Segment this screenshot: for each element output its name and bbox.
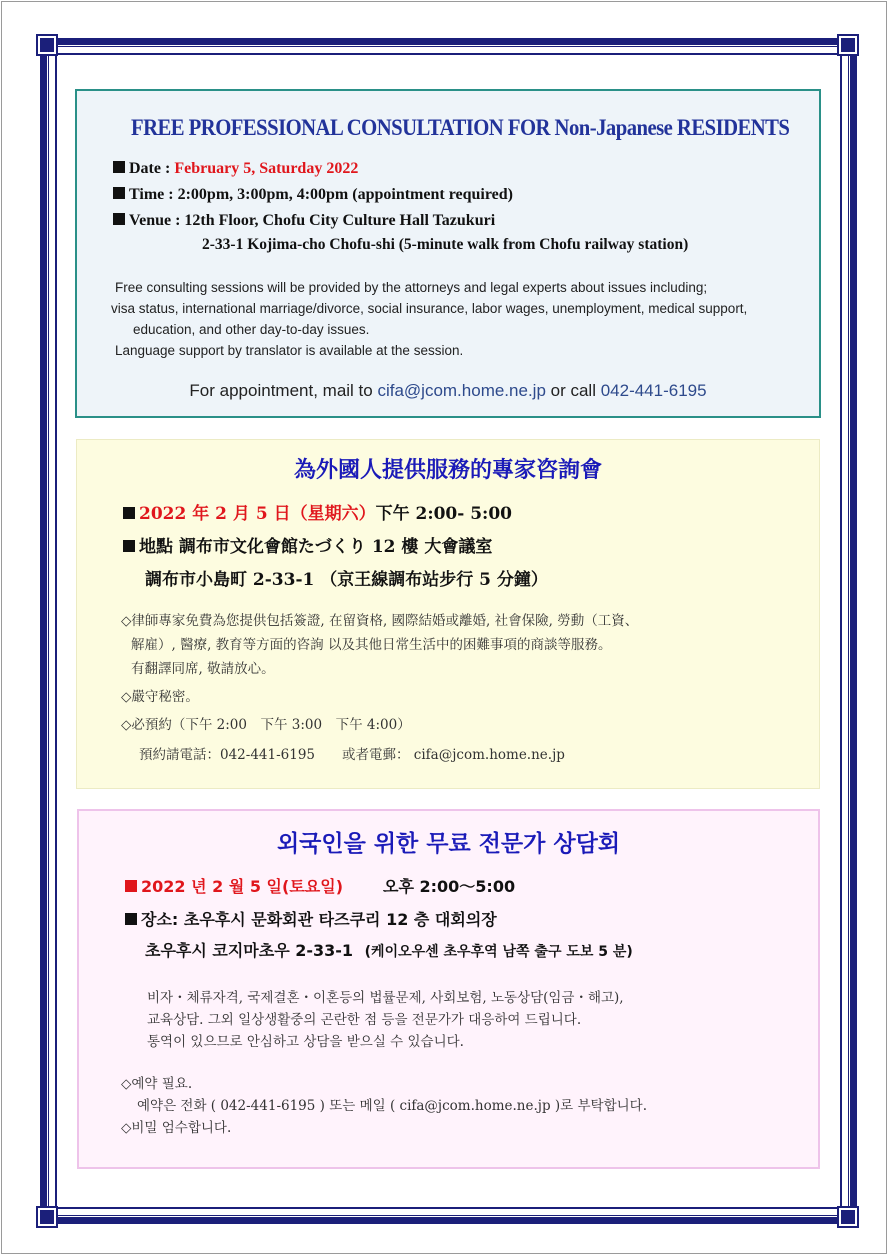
date-label: Date : bbox=[129, 160, 175, 177]
contact-mid: or call bbox=[545, 381, 601, 400]
frame-corner bbox=[38, 36, 56, 54]
description-line: visa status, international marriage/divorce, social insurance, labor wages, unemployment, medical support, bbox=[111, 301, 748, 316]
chinese-contact-line: 預約請電話：042-441-6195 或者電郵： cifa@jcom.home.ne.jp bbox=[139, 747, 565, 763]
korean-desc-line: 비자・체류자격, 국제결혼・이혼등의 법률문제, 사회보험, 노동상담(임금・해고), bbox=[147, 990, 624, 1006]
chinese-date-row bbox=[123, 499, 512, 524]
frame-corner bbox=[38, 1208, 56, 1226]
chinese-section bbox=[76, 439, 820, 789]
chinese-desc-line: 有翻譯同席, 敬請放心。 bbox=[131, 661, 275, 677]
korean-date-row bbox=[125, 874, 515, 897]
chinese-desc-line: ◇必預約（下午 2:00 下午 3:00 下午 4:00） bbox=[121, 717, 411, 733]
chinese-venue: 地點 調布市文化會館たづくり 12 樓 大會議室 bbox=[139, 537, 493, 557]
korean-address: 초우후시 코지마초우 2-33-1 bbox=[145, 941, 354, 960]
english-section bbox=[75, 89, 821, 418]
bullet-square-icon bbox=[113, 187, 125, 199]
korean-time: 오후 2:00～5:00 bbox=[383, 877, 516, 896]
korean-address-row bbox=[145, 938, 633, 961]
chinese-time: 下午 2:00- 5:00 bbox=[375, 504, 512, 524]
chinese-date: 2022 年 2 月 5 日（星期六） bbox=[139, 504, 376, 524]
english-venue-address: 2-33-1 Kojima-cho Chofu-shi (5-minute walk from Chofu railway station) bbox=[202, 236, 689, 253]
korean-title: 외국인을 위한 무료 전문가 상담회 bbox=[276, 831, 621, 857]
chinese-address: 調布市小島町 2-33-1 （京王線調布站步行 5 分鐘） bbox=[145, 570, 548, 590]
korean-date: 2022 년 2 월 5 일(토요일) bbox=[141, 877, 344, 896]
time-label: Time : bbox=[129, 186, 178, 203]
bullet-square-icon bbox=[113, 213, 125, 225]
english-time-row bbox=[113, 186, 513, 204]
chinese-venue-row bbox=[123, 532, 492, 557]
korean-desc-line: 교육상담. 그외 일상생활중의 곤란한 점 등을 전문가가 대응하여 드립니다. bbox=[147, 1012, 582, 1028]
email-link[interactable]: cifa@jcom.home.ne.jp bbox=[377, 381, 546, 400]
bullet-square-icon bbox=[125, 880, 137, 892]
date-value: February 5, Saturday 2022 bbox=[174, 160, 359, 177]
korean-note-line: ◇예약 필요. bbox=[121, 1076, 193, 1092]
bullet-square-icon bbox=[113, 161, 125, 173]
chinese-desc-line: ◇嚴守秘密。 bbox=[121, 689, 199, 705]
bullet-square-icon bbox=[123, 507, 135, 519]
description-line: education, and other day-to-day issues. bbox=[133, 322, 370, 337]
bullet-square-icon bbox=[123, 540, 135, 552]
phone-link[interactable]: 042-441-6195 bbox=[600, 381, 707, 400]
korean-address-note: (케이오우센 초우후역 남쪽 출구 도보 5 분) bbox=[364, 944, 633, 960]
english-venue-row bbox=[113, 212, 495, 230]
korean-venue: 장소: 초우후시 문화회관 타즈쿠리 12 층 대회의장 bbox=[141, 910, 497, 929]
korean-venue-row bbox=[125, 907, 497, 930]
contact-prefix: For appointment, mail to bbox=[189, 381, 378, 400]
chinese-desc-line: ◇律師專家免費為您提供包括簽證, 在留資格, 國際結婚或離婚, 社會保險, 勞動（工資、 bbox=[121, 613, 639, 629]
korean-section bbox=[77, 809, 820, 1169]
english-description bbox=[111, 277, 815, 361]
time-value: 2:00pm, 3:00pm, 4:00pm (appointment required) bbox=[177, 186, 514, 203]
english-date-row bbox=[113, 160, 358, 178]
chinese-desc-line: 解雇）, 醫療, 教育等方面的咨詢 以及其他日常生活中的困難事項的商談等服務。 bbox=[131, 637, 612, 653]
bullet-square-icon bbox=[125, 913, 137, 925]
korean-desc-line: 통역이 있으므로 안심하고 상담을 받으실 수 있습니다. bbox=[147, 1034, 464, 1050]
chinese-title: 為外國人提供服務的專家咨詢會 bbox=[293, 457, 602, 482]
description-line: Free consulting sessions will be provided by the attorneys and legal experts about issues including; bbox=[115, 280, 708, 295]
english-title: FREE PROFESSIONAL CONSULTATION FOR Non-Japanese RESIDENTS bbox=[131, 115, 790, 140]
description-line: Language support by translator is available at the session. bbox=[115, 343, 464, 358]
korean-note-line: ◇비밀 엄수합니다. bbox=[121, 1120, 232, 1136]
venue-label: Venue : bbox=[129, 212, 185, 229]
frame-corner bbox=[839, 36, 857, 54]
frame-corner bbox=[839, 1208, 857, 1226]
venue-value: 12th Floor, Chofu City Culture Hall Tazukuri bbox=[184, 212, 496, 229]
english-contact bbox=[77, 381, 819, 401]
korean-contact-line: 예약은 전화 ( 042-441-6195 ) 또는 메일 ( cifa@jcom.home.ne.jp )로 부탁합니다. bbox=[137, 1098, 647, 1114]
